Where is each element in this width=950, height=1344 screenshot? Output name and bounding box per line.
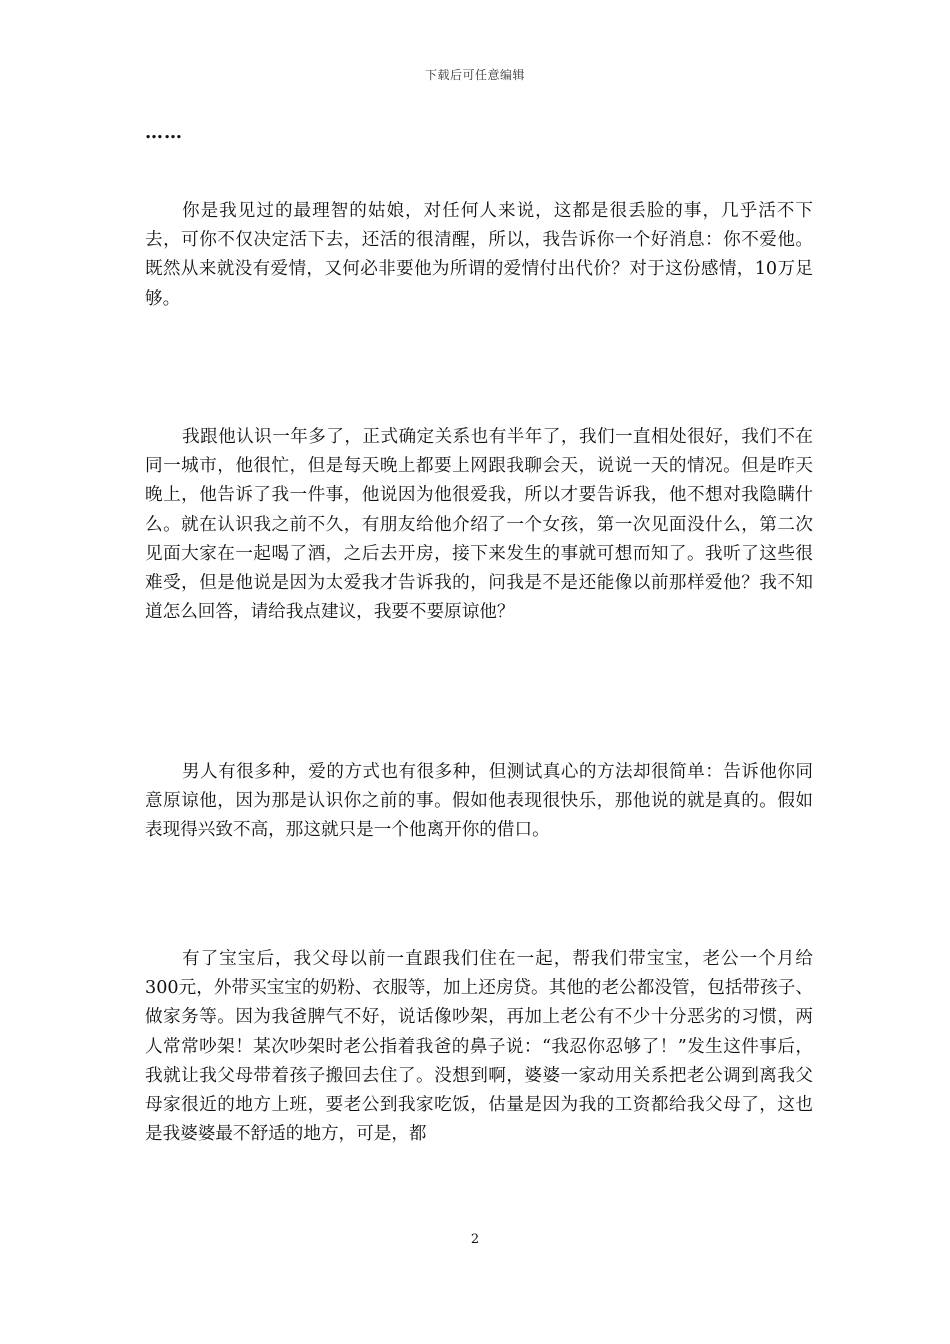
paragraph-question-2: 我跟他认识一年多了，正式确定关系也有半年了，我们一直相处很好，我们不在同一城市，他很忙，但是每天晚上都要上网跟我聊会天，说说一天的情况。但是昨天晚上，他告诉了我一件事，他说因为他很爱我，所以才要告诉我，他不想对我隐瞒什么。就在认识我之前不久，有朋友给他介绍了一个女孩，第一次见面没什么，第二次见面大家在一起喝了酒，之后去开房，接下来发生的事就可想而知了。我听了这些很难受，但是他说是因为太爱我才告诉我的，问我是不是还能像以前那样爱他？我不知道怎么回答，请给我点建议，我要不要原谅他？ — [145, 427, 813, 623]
paragraph-reply-2: 男人有很多种，爱的方式也有很多种，但测试真心的方法却很简单：告诉他你同意原谅他，因为那是认识你之前的事。假如他表现很快乐，那他说的就是真的。假如表现得兴致不高，那这就只是一个他离开你的借口。 — [145, 762, 813, 841]
page-number: 2 — [470, 1232, 480, 1247]
ellipsis-marker: …… — [145, 122, 183, 143]
paragraph-reply-1: 你是我见过的最理智的姑娘，对任何人来说，这都是很丢脸的事，几乎活不下去，可你不仅决定活下去，还活的很清醒，所以，我告诉你一个好消息：你不爱他。既然从来就没有爱情，又何必非要他为所谓的爱情付出代价？对于这份感情，10万足够。 — [145, 201, 813, 309]
page-header: 下载后可任意编辑 — [424, 68, 525, 82]
paragraph-question-3: 有了宝宝后，我父母以前一直跟我们住在一起，帮我们带宝宝，老公一个月给300元，外带买宝宝的奶粉、衣服等，加上还房贷。其他的老公都没管，包括带孩子、做家务等。因为我爸脾气不好，说话像吵架，再加上老公有不少十分恶劣的习惯，两人常常吵架！某次吵架时老公指着我爸的鼻子说：“我忍你忍够了！”发生这件事后，我就让我父母带着孩子搬回去住了。没想到啊，婆婆一家动用关系把老公调到离我父母家很近的地方上班，要老公到我家吃饭，估量是因为我的工资都给我父母了，这也是我婆婆最不舒适的地方，可是，都 — [145, 949, 813, 1145]
